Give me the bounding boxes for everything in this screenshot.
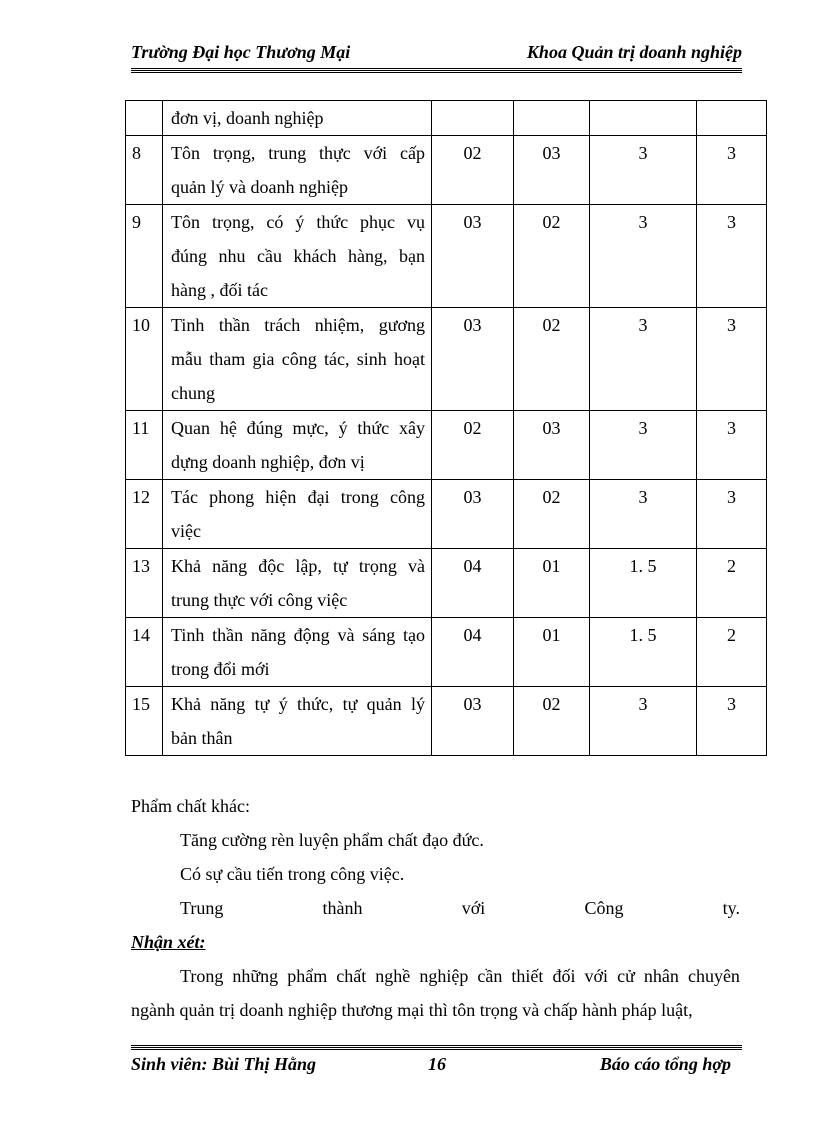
row-description	[163, 618, 432, 687]
score-cell: 01	[514, 618, 590, 687]
score-cell: 02	[432, 411, 514, 480]
score-cell: 03	[432, 308, 514, 411]
criteria-table-body	[126, 101, 767, 756]
other-qualities-label: Phẩm chất khác:	[131, 796, 250, 816]
other-quality-2: Có sự cầu tiến trong công việc.	[180, 864, 405, 884]
row-number: 14	[126, 618, 163, 687]
description-line: bản thân	[171, 728, 233, 748]
word: nghiệp	[419, 966, 469, 986]
word: chất	[336, 966, 367, 986]
other-quality-3	[180, 898, 740, 919]
row-number: 15	[126, 687, 163, 756]
word: phẩm	[287, 966, 328, 986]
description-line: Tôn trọng, trung thực với cấp	[171, 143, 425, 163]
score-cell	[514, 101, 590, 136]
word: với	[584, 966, 609, 986]
row-number: 10	[126, 308, 163, 411]
word: Trung	[180, 898, 224, 918]
comment-heading: Nhận xét:	[131, 932, 206, 952]
description-line: Tác phong hiện đại trong công	[171, 487, 425, 507]
score-cell: 3	[590, 205, 697, 308]
word: những	[232, 966, 279, 986]
table-row	[126, 136, 767, 205]
description-line: dựng doanh nghiệp, đơn vị	[171, 452, 365, 472]
comment-paragraph-line-2: ngành quản trị doanh nghiệp thương mại thì tôn trọng và chấp hành pháp luật,	[131, 1000, 693, 1020]
score-cell: 04	[432, 549, 514, 618]
score-cell: 1. 5	[590, 618, 697, 687]
row-description	[163, 411, 432, 480]
score-cell: 3	[590, 308, 697, 411]
description-line: quản lý và doanh nghiệp	[171, 177, 348, 197]
description-line: Khả năng độc lập, tự trọng và	[171, 556, 425, 576]
criteria-table	[125, 100, 767, 756]
score-cell: 3	[590, 411, 697, 480]
page-footer	[131, 1054, 731, 1080]
row-number: 11	[126, 411, 163, 480]
header-rule	[131, 68, 742, 74]
score-cell: 02	[514, 205, 590, 308]
description-line: Khả năng tự ý thức, tự quản lý	[171, 694, 425, 714]
score-cell: 3	[590, 687, 697, 756]
table-row	[126, 308, 767, 411]
score-cell: 2	[697, 618, 767, 687]
page-number: 16	[428, 1054, 446, 1074]
description-line: đơn vị, doanh nghiệp	[171, 108, 324, 128]
footer-report-type: Báo cáo tổng hợp	[599, 1054, 731, 1074]
table-row	[126, 549, 767, 618]
score-cell	[432, 101, 514, 136]
row-number	[126, 101, 163, 136]
row-description	[163, 101, 432, 136]
score-cell: 2	[697, 549, 767, 618]
description-line: việc	[171, 521, 201, 541]
header-school: Trường Đại học Thương Mại	[131, 42, 351, 62]
score-cell: 03	[432, 205, 514, 308]
table-row	[126, 618, 767, 687]
word: ty.	[722, 898, 740, 918]
description-line: đúng nhu cầu khách hàng, bạn	[171, 246, 425, 266]
score-cell: 02	[514, 687, 590, 756]
row-description	[163, 480, 432, 549]
score-cell: 3	[697, 308, 767, 411]
row-description	[163, 308, 432, 411]
word: nghề	[375, 966, 411, 986]
score-cell: 02	[432, 136, 514, 205]
table-row	[126, 411, 767, 480]
word: với	[461, 898, 486, 918]
description-line: Tinh thần năng động và sáng tạo	[171, 625, 425, 645]
description-line: Quan hệ đúng mực, ý thức xây	[171, 418, 425, 438]
description-line: trong đổi mới	[171, 659, 270, 679]
row-number: 9	[126, 205, 163, 308]
row-number: 13	[126, 549, 163, 618]
description-line: hàng , đối tác	[171, 280, 268, 300]
word: cử	[617, 966, 635, 986]
row-description	[163, 549, 432, 618]
score-cell	[590, 101, 697, 136]
description-line: trung thực với công việc	[171, 590, 348, 610]
description-line: chung	[171, 383, 215, 403]
table-row	[126, 101, 767, 136]
description-line: Tinh thần trách nhiệm, gương	[171, 315, 425, 335]
score-cell: 02	[514, 480, 590, 549]
word: nhân	[643, 966, 679, 986]
score-cell: 3	[697, 136, 767, 205]
row-description	[163, 205, 432, 308]
word: chuyên	[687, 966, 740, 986]
score-cell: 3	[697, 687, 767, 756]
score-cell: 03	[514, 136, 590, 205]
description-line: Tôn trọng, có ý thức phục vụ	[171, 212, 425, 232]
score-cell: 3	[697, 480, 767, 549]
word: Trong	[180, 966, 224, 986]
table-row	[126, 687, 767, 756]
score-cell: 01	[514, 549, 590, 618]
word: cần	[477, 966, 503, 986]
word: đối	[552, 966, 576, 986]
other-quality-1: Tăng cường rèn luyện phẩm chất đạo đức.	[180, 830, 484, 850]
score-cell: 03	[514, 411, 590, 480]
footer-student: Sinh viên: Bùi Thị Hằng	[131, 1054, 317, 1074]
row-number: 8	[126, 136, 163, 205]
score-cell: 03	[432, 687, 514, 756]
word: thiết	[511, 966, 544, 986]
table-row	[126, 480, 767, 549]
score-cell: 3	[590, 136, 697, 205]
score-cell: 02	[514, 308, 590, 411]
row-description	[163, 136, 432, 205]
description-line: mẫu tham gia công tác, sinh hoạt	[171, 349, 425, 369]
score-cell: 1. 5	[590, 549, 697, 618]
footer-rule	[131, 1045, 742, 1051]
header-faculty: Khoa Quản trị doanh nghiệp	[526, 42, 742, 62]
score-cell: 3	[697, 411, 767, 480]
comment-paragraph-line-1	[180, 966, 740, 987]
row-description	[163, 687, 432, 756]
score-cell: 3	[590, 480, 697, 549]
word: Công	[584, 898, 624, 918]
score-cell	[697, 101, 767, 136]
score-cell: 3	[697, 205, 767, 308]
table-row	[126, 205, 767, 308]
page-header	[131, 42, 742, 68]
score-cell: 03	[432, 480, 514, 549]
score-cell: 04	[432, 618, 514, 687]
row-number: 12	[126, 480, 163, 549]
word: thành	[322, 898, 363, 918]
